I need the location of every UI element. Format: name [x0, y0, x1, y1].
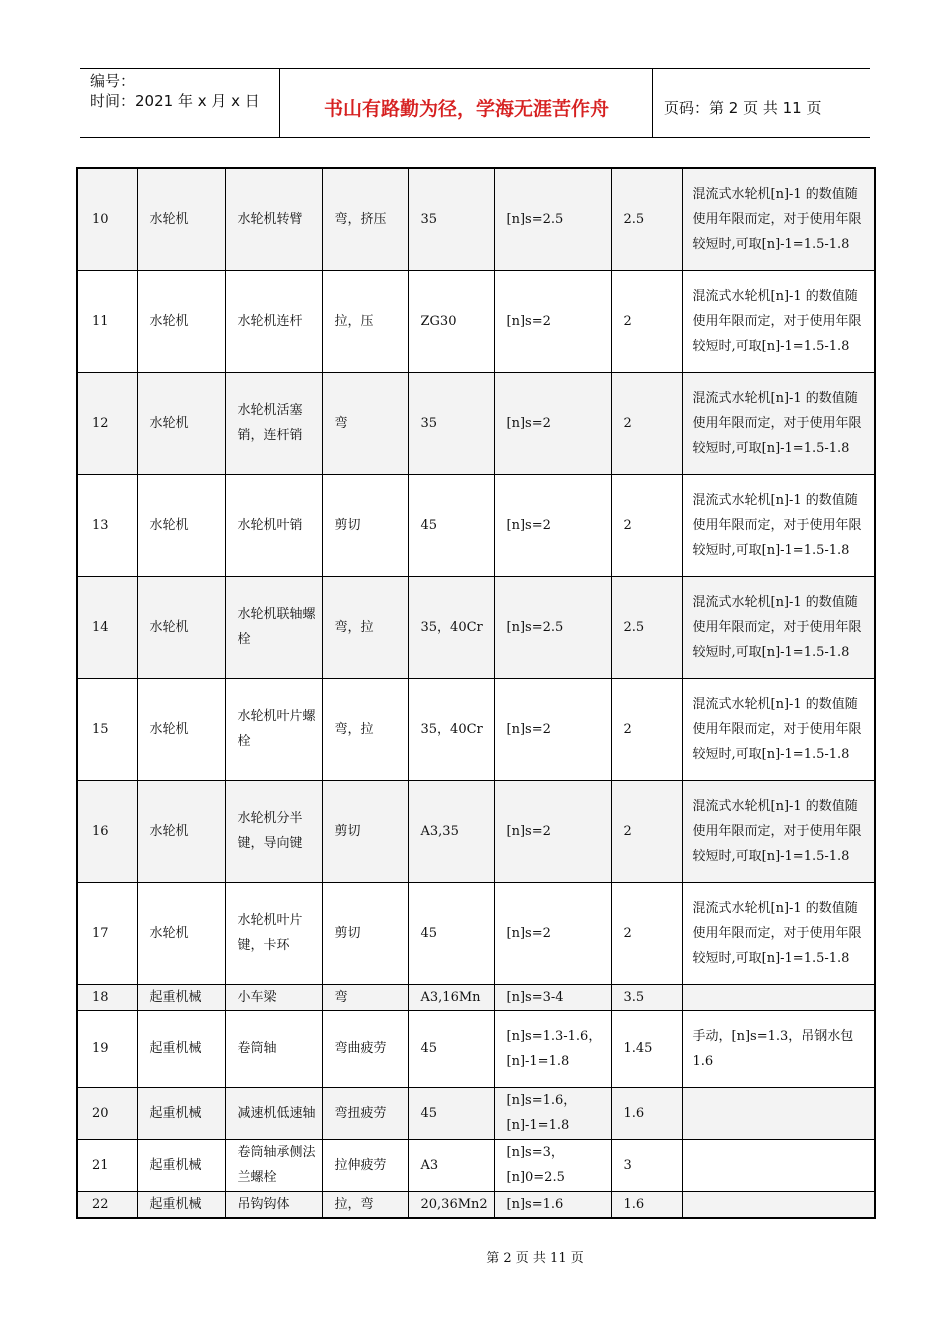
- cell-note: 混流式水轮机[n]-1 的数值随使用年限而定，对于使用年限较短时,可取[n]-1=1.5-1.8: [682, 474, 875, 576]
- cell-part: 水轮机叶片螺栓: [225, 678, 322, 780]
- cell-part: 卷筒轴承侧法兰螺栓: [225, 1139, 322, 1191]
- cell-note: 混流式水轮机[n]-1 的数值随使用年限而定，对于使用年限较短时,可取[n]-1=1.5-1.8: [682, 372, 875, 474]
- cell-ns: [n]s=2.5: [494, 168, 611, 270]
- cell-no: 16: [77, 780, 137, 882]
- cell-type: 起重机械: [137, 1087, 225, 1139]
- table-row: [77, 576, 875, 678]
- cell-load: 弯，拉: [322, 678, 408, 780]
- cell-value: 2: [611, 270, 682, 372]
- number-label: 编号：: [90, 72, 136, 90]
- cell-material: ZG30: [408, 270, 494, 372]
- cell-type: 水轮机: [137, 372, 225, 474]
- cell-value: 3.5: [611, 984, 682, 1010]
- cell-load: 拉，弯: [322, 1191, 408, 1218]
- table-row: [77, 780, 875, 882]
- cell-load: 剪切: [322, 882, 408, 984]
- cell-value: 1.6: [611, 1191, 682, 1218]
- cell-note: [682, 1139, 875, 1191]
- cell-part: 水轮机转臂: [225, 168, 322, 270]
- cell-material: 35: [408, 372, 494, 474]
- cell-no: 20: [77, 1087, 137, 1139]
- table-row: [77, 882, 875, 984]
- table-row: [77, 474, 875, 576]
- cell-type: 水轮机: [137, 474, 225, 576]
- cell-ns: [n]s=2: [494, 474, 611, 576]
- cell-value: 1.6: [611, 1087, 682, 1139]
- cell-material: 35，40Cr: [408, 576, 494, 678]
- cell-material: 35: [408, 168, 494, 270]
- cell-part: 水轮机分半键，导向键: [225, 780, 322, 882]
- cell-ns: [n]s=2: [494, 270, 611, 372]
- cell-type: 水轮机: [137, 780, 225, 882]
- cell-type: 水轮机: [137, 882, 225, 984]
- cell-type: 水轮机: [137, 270, 225, 372]
- cell-load: 拉伸疲劳: [322, 1139, 408, 1191]
- cell-value: 2: [611, 882, 682, 984]
- table-row: [77, 1010, 875, 1087]
- cell-material: 45: [408, 1010, 494, 1087]
- table-row: [77, 372, 875, 474]
- cell-value: 1.45: [611, 1010, 682, 1087]
- cell-ns: [n]s=2: [494, 882, 611, 984]
- cell-note: 混流式水轮机[n]-1 的数值随使用年限而定，对于使用年限较短时,可取[n]-1=1.5-1.8: [682, 882, 875, 984]
- table-row: [77, 678, 875, 780]
- time-label: 时间：2021 年 x 月 x 日: [90, 92, 260, 110]
- table-body: [77, 168, 875, 1218]
- cell-ns: [n]s=1.3-1.6，[n]-1=1.8: [494, 1010, 611, 1087]
- cell-no: 22: [77, 1191, 137, 1218]
- cell-ns: [n]s=3-4: [494, 984, 611, 1010]
- cell-ns: [n]s=3，[n]0=2.5: [494, 1139, 611, 1191]
- cell-part: 小车梁: [225, 984, 322, 1010]
- cell-part: 水轮机活塞销，连杆销: [225, 372, 322, 474]
- cell-note: [682, 1191, 875, 1218]
- cell-note: 手动，[n]s=1.3，吊钢水包 1.6: [682, 1010, 875, 1087]
- cell-note: 混流式水轮机[n]-1 的数值随使用年限而定，对于使用年限较短时,可取[n]-1=1.5-1.8: [682, 576, 875, 678]
- cell-note: 混流式水轮机[n]-1 的数值随使用年限而定，对于使用年限较短时,可取[n]-1=1.5-1.8: [682, 678, 875, 780]
- cell-no: 18: [77, 984, 137, 1010]
- cell-material: 35，40Cr: [408, 678, 494, 780]
- cell-no: 19: [77, 1010, 137, 1087]
- cell-material: A3,35: [408, 780, 494, 882]
- cell-ns: [n]s=2.5: [494, 576, 611, 678]
- table-row: [77, 270, 875, 372]
- cell-no: 12: [77, 372, 137, 474]
- cell-material: 45: [408, 474, 494, 576]
- cell-ns: [n]s=2: [494, 678, 611, 780]
- table-row: [77, 168, 875, 270]
- cell-part: 吊钩钩体: [225, 1191, 322, 1218]
- cell-no: 11: [77, 270, 137, 372]
- cell-note: 混流式水轮机[n]-1 的数值随使用年限而定，对于使用年限较短时,可取[n]-1=1.5-1.8: [682, 168, 875, 270]
- table-row: [77, 1087, 875, 1139]
- cell-value: 3: [611, 1139, 682, 1191]
- cell-no: 10: [77, 168, 137, 270]
- cell-part: 水轮机联轴螺栓: [225, 576, 322, 678]
- table-row: [77, 984, 875, 1010]
- cell-ns: [n]s=1.6: [494, 1191, 611, 1218]
- cell-no: 21: [77, 1139, 137, 1191]
- page-footer: 第 2 页 共 11 页: [486, 1251, 584, 1266]
- cell-value: 2.5: [611, 168, 682, 270]
- cell-value: 2: [611, 678, 682, 780]
- cell-no: 14: [77, 576, 137, 678]
- cell-value: 2: [611, 372, 682, 474]
- cell-note: 混流式水轮机[n]-1 的数值随使用年限而定，对于使用年限较短时,可取[n]-1=1.5-1.8: [682, 780, 875, 882]
- cell-type: 起重机械: [137, 1191, 225, 1218]
- cell-note: [682, 1087, 875, 1139]
- cell-type: 起重机械: [137, 1139, 225, 1191]
- cell-note: [682, 984, 875, 1010]
- cell-type: 起重机械: [137, 1010, 225, 1087]
- cell-type: 水轮机: [137, 168, 225, 270]
- cell-no: 15: [77, 678, 137, 780]
- cell-note: 混流式水轮机[n]-1 的数值随使用年限而定，对于使用年限较短时,可取[n]-1=1.5-1.8: [682, 270, 875, 372]
- cell-no: 13: [77, 474, 137, 576]
- cell-load: 弯: [322, 372, 408, 474]
- cell-material: A3: [408, 1139, 494, 1191]
- cell-material: A3,16Mn: [408, 984, 494, 1010]
- cell-part: 水轮机叶片键，卡环: [225, 882, 322, 984]
- cell-value: 2: [611, 474, 682, 576]
- cell-load: 弯扭疲劳: [322, 1087, 408, 1139]
- table-row: [77, 1191, 875, 1218]
- cell-material: 45: [408, 1087, 494, 1139]
- cell-type: 水轮机: [137, 678, 225, 780]
- cell-part: 卷筒轴: [225, 1010, 322, 1087]
- cell-value: 2: [611, 780, 682, 882]
- header-left: [80, 69, 280, 137]
- table-row: [77, 1139, 875, 1191]
- cell-load: 剪切: [322, 780, 408, 882]
- cell-part: 水轮机连杆: [225, 270, 322, 372]
- cell-ns: [n]s=1.6，[n]-1=1.8: [494, 1087, 611, 1139]
- page-info: 页码：第 2 页 共 11 页: [664, 98, 822, 117]
- cell-load: 弯曲疲劳: [322, 1010, 408, 1087]
- cell-material: 20,36Mn2: [408, 1191, 494, 1218]
- page-header: [80, 68, 870, 138]
- cell-type: 水轮机: [137, 576, 225, 678]
- cell-value: 2.5: [611, 576, 682, 678]
- motto: 书山有路勤为径，学海无涯苦作舟: [281, 69, 653, 137]
- cell-load: 弯，拉: [322, 576, 408, 678]
- cell-type: 起重机械: [137, 984, 225, 1010]
- cell-material: 45: [408, 882, 494, 984]
- cell-no: 17: [77, 882, 137, 984]
- cell-part: 减速机低速轴: [225, 1087, 322, 1139]
- cell-ns: [n]s=2: [494, 372, 611, 474]
- cell-load: 拉，压: [322, 270, 408, 372]
- cell-part: 水轮机叶销: [225, 474, 322, 576]
- cell-load: 弯，挤压: [322, 168, 408, 270]
- cell-load: 弯: [322, 984, 408, 1010]
- cell-ns: [n]s=2: [494, 780, 611, 882]
- safety-factor-table: [76, 167, 876, 1219]
- cell-load: 剪切: [322, 474, 408, 576]
